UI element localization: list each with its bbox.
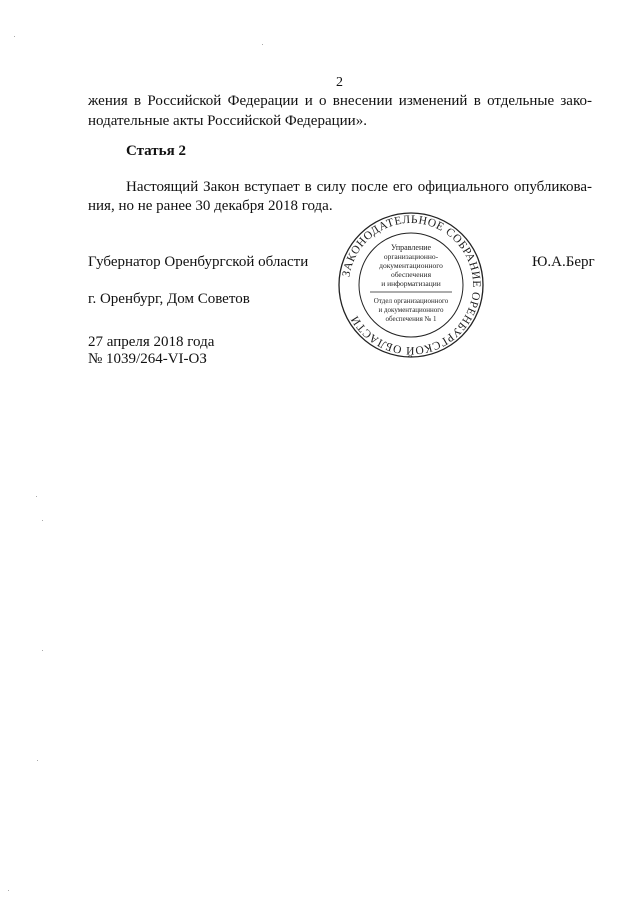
article-heading: Статья 2: [126, 143, 186, 159]
seal-bottom-line-2: и документационного: [378, 306, 444, 314]
law-number: № 1039/264-VI-ОЗ: [88, 351, 207, 367]
scan-speck: [14, 36, 15, 37]
seal-inner-line-3: документационного: [379, 261, 443, 270]
paragraph-line-2: ния, но не ранее 30 декабря 2018 года.: [88, 198, 333, 214]
scan-speck: [37, 760, 38, 761]
page-number: 2: [336, 75, 343, 90]
official-seal: [336, 210, 486, 360]
body-text-line-2: нодательные акты Российской Федерации».: [88, 113, 367, 129]
seal-inner-line-1: Управление: [390, 243, 432, 252]
seal-bottom-line-1: Отдел организационного: [373, 297, 449, 305]
scan-speck: [262, 44, 263, 45]
governor-name: Ю.А.Берг: [532, 254, 595, 270]
scan-speck: [42, 650, 43, 651]
signing-place: г. Оренбург, Дом Советов: [88, 291, 250, 307]
seal-inner-line-5: и информатизации: [381, 279, 441, 288]
scan-speck: [42, 520, 43, 521]
scan-speck: [8, 890, 9, 891]
paragraph-line-1: Настоящий Закон вступает в силу после его официального опубликова-: [126, 179, 592, 195]
body-text-line-1: жения в Российской Федерации и о внесении изменений в отдельные зако-: [88, 93, 592, 109]
signing-date: 27 апреля 2018 года: [88, 334, 215, 350]
seal-ring-text: ЗАКОНОДАТЕЛЬНОЕ СОБРАНИЕ ОРЕНБУРГСКОЙ ОБЛАСТИ: [340, 213, 483, 357]
seal-inner-line-4: обеспечения: [390, 270, 432, 279]
governor-title: Губернатор Оренбургской области: [88, 254, 309, 270]
scan-speck: [36, 496, 37, 497]
seal-inner-line-2: организационно-: [383, 252, 439, 261]
seal-bottom-line-3: обеспечения № 1: [385, 315, 437, 323]
